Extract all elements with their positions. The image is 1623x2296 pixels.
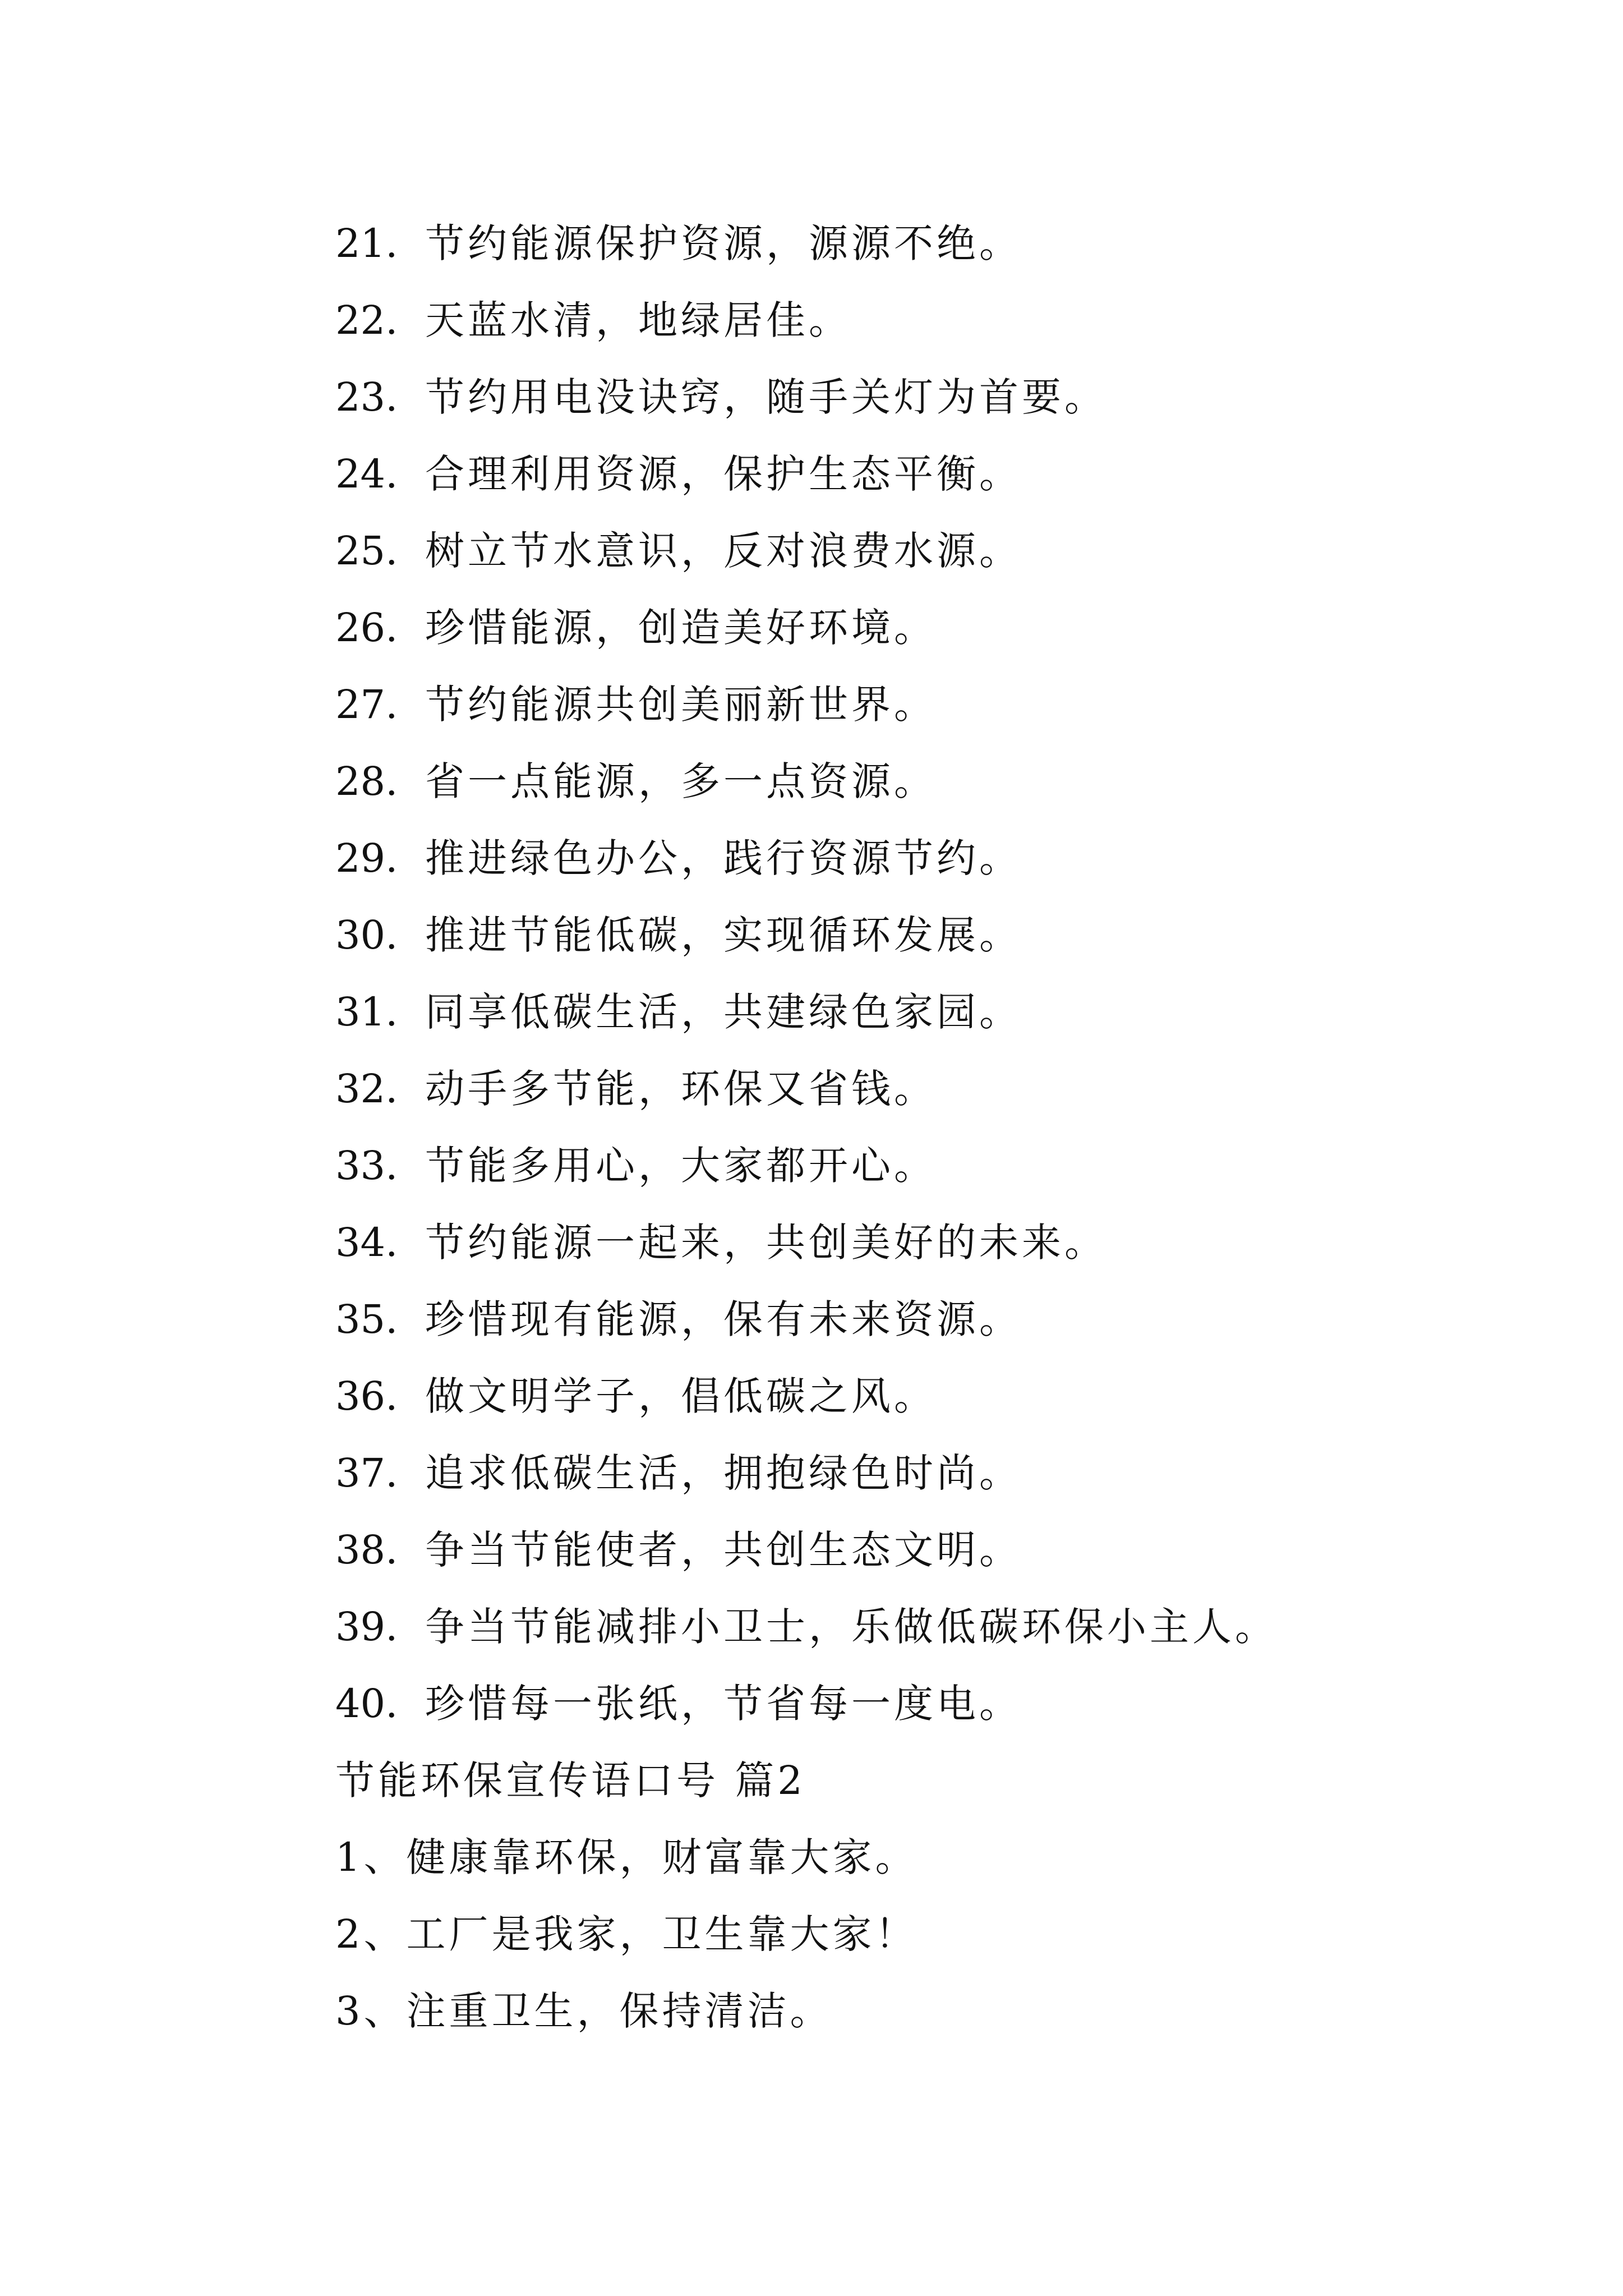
item-text: 动手多节能，环保又省钱。 <box>425 1066 937 1112</box>
item-text: 珍惜现有能源，保有未来资源。 <box>425 1296 1022 1342</box>
list-item <box>335 513 1513 590</box>
item-text: 推进绿色办公，践行资源节约。 <box>425 835 1022 881</box>
item-text: 推进节能低碳，实现循环发展。 <box>425 912 1022 958</box>
item-text: 争当节能使者，共创生态文明。 <box>425 1527 1022 1573</box>
item-text: 珍惜每一张纸，节省每一度电。 <box>425 1681 1022 1727</box>
item-number: 27. <box>335 682 398 728</box>
list-item: 2、工厂是我家，卫生靠大家！ <box>335 1911 918 1957</box>
list-item <box>335 1051 1513 1128</box>
list-item <box>335 974 1513 1051</box>
item-number: 21. <box>335 220 398 266</box>
item-text: 节约用电没诀窍，随手关灯为首要。 <box>425 374 1107 420</box>
item-number: 29. <box>335 835 398 881</box>
item-number: 23. <box>335 374 398 420</box>
item-number: 24. <box>335 451 398 497</box>
item-text: 节约能源保护资源，源源不绝。 <box>425 220 1022 266</box>
item-number: 36. <box>335 1373 398 1419</box>
list-item <box>335 590 1513 666</box>
list-item <box>335 666 1513 743</box>
item-number: 32. <box>335 1066 398 1112</box>
item-number: 40. <box>335 1681 398 1727</box>
list-item: 3、注重卫生，保持清洁。 <box>335 1988 833 2034</box>
item-number: 33. <box>335 1143 398 1189</box>
list-item <box>335 1589 1513 1665</box>
item-number: 22. <box>335 297 398 343</box>
item-text: 珍惜能源，创造美好环境。 <box>425 605 937 651</box>
list-item <box>335 897 1513 974</box>
item-text: 争当节能减排小卫士，乐做低碳环保小主人。 <box>425 1604 1278 1650</box>
list-item <box>335 1128 1513 1204</box>
list-item <box>335 1435 1513 1512</box>
list-item <box>335 820 1513 897</box>
item-number: 39. <box>335 1604 398 1650</box>
page-content <box>335 205 1513 2050</box>
section-heading: 节能环保宣传语口号 篇2 <box>335 1757 806 1803</box>
item-text: 同享低碳生活，共建绿色家园。 <box>425 989 1022 1035</box>
item-number: 35. <box>335 1296 398 1342</box>
item-number: 25. <box>335 528 398 574</box>
list-item <box>335 1358 1513 1435</box>
list-item <box>335 205 1513 282</box>
item-text: 节约能源一起来，共创美好的未来。 <box>425 1220 1107 1266</box>
item-text: 做文明学子，倡低碳之风。 <box>425 1373 937 1419</box>
list-item <box>335 743 1513 820</box>
item-number: 26. <box>335 605 398 651</box>
item-number: 34. <box>335 1220 398 1266</box>
item-text: 省一点能源，多一点资源。 <box>425 758 937 804</box>
item-number: 28. <box>335 758 398 804</box>
list-item <box>335 359 1513 436</box>
item-number: 37. <box>335 1450 398 1496</box>
item-number: 30. <box>335 912 398 958</box>
list-item <box>335 1204 1513 1281</box>
item-text: 天蓝水清，地绿居佳。 <box>425 297 851 343</box>
list-item <box>335 436 1513 513</box>
list-item <box>335 282 1513 359</box>
item-number: 31. <box>335 989 398 1035</box>
list-item <box>335 1512 1513 1589</box>
list-item <box>335 1665 1513 1742</box>
list-item <box>335 1281 1513 1358</box>
item-number: 38. <box>335 1527 398 1573</box>
item-text: 节约能源共创美丽新世界。 <box>425 682 937 728</box>
item-text: 树立节水意识，反对浪费水源。 <box>425 528 1022 574</box>
item-text: 追求低碳生活，拥抱绿色时尚。 <box>425 1450 1022 1496</box>
item-text: 合理利用资源，保护生态平衡。 <box>425 451 1022 497</box>
item-text: 节能多用心，大家都开心。 <box>425 1143 937 1189</box>
list-item: 1、健康靠环保，财富靠大家。 <box>335 1834 918 1880</box>
